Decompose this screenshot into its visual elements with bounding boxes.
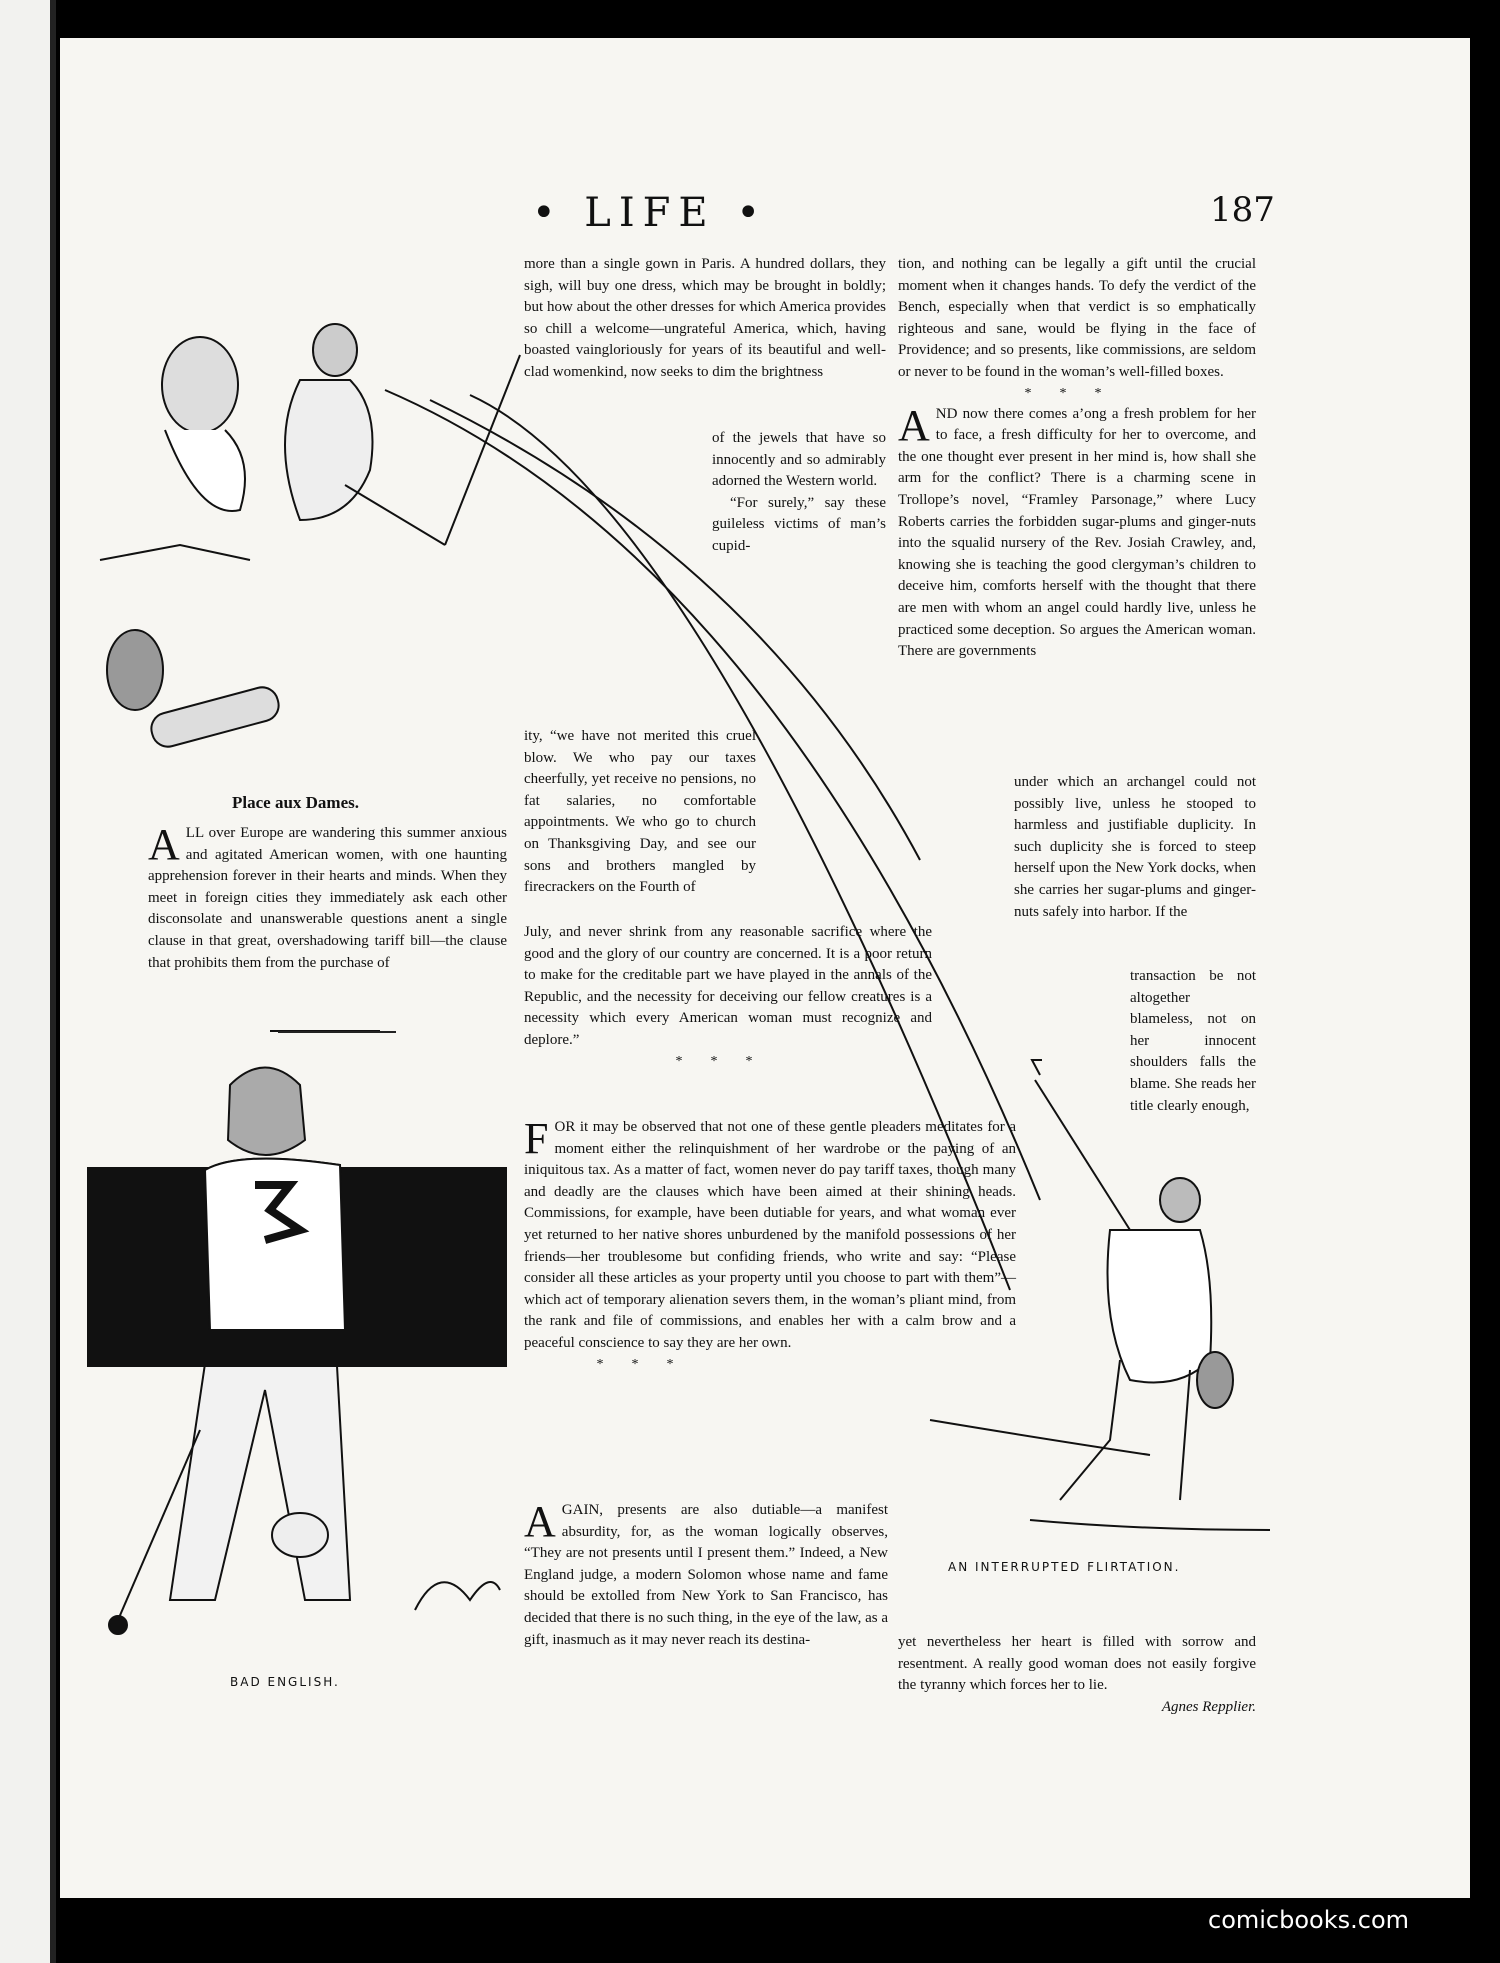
col3-narrow2-text: transaction be not altogether blameless, not on her innocent shoulders falls the blame. She reads her title clearly enough, xyxy=(1130,968,1256,1114)
column-2-top xyxy=(524,254,886,384)
section-for xyxy=(524,1114,1016,1375)
section-and-text: ND now there comes a’ong a fresh problem for her to face, a fresh difficulty for her to overcome, and the one thought ever present in her mind is, how shall she arm for the conflict? There is a charming scene in Trollope’s novel, “Framley Parsonage,” where Lucy Roberts carries the forbidden sugar-plums and ginger-nuts into the squalid nursery of the Rev. Josiah Crawley, and, knowing she is teaching the good clergyman’s children to deceive him, comforts herself with the thought that there are men with whom an angel could hardly live, unless he practiced some deception. So argues the American woman. There are governments xyxy=(898,405,1256,660)
col2-quote-text: “For surely,” say these guileless victims of man’s cupid- xyxy=(712,494,886,554)
section-again xyxy=(524,1497,888,1651)
caption-interrupted-flirtation: AN INTERRUPTED FLIRTATION. xyxy=(948,1560,1181,1574)
col3-narrow1-text: under which an archangel could not possibly live, unless he stooped to harmless and justifiable duplicity. In such duplicity she is forced to steep herself upon the New York docks, when she carries her sugar-plums and ginger-nuts safely into harbor. If the xyxy=(1014,774,1256,920)
column-3-top xyxy=(898,254,1256,663)
column-3-narrow-1 xyxy=(1014,772,1256,923)
page-number: 187 xyxy=(1210,190,1275,230)
col3-top-text: tion, and nothing can be legally a gift until the crucial moment when it changes hands. To defy the verdict of the Bench, especially when that verdict is so emphatically righteous and sane, would be flying in the face of Providence; and so presents, like commissions, are seldom or never to be found in the woman’s well-filled boxes. xyxy=(898,256,1256,380)
col3-end-text: yet nevertheless her heart is filled with sorrow and resentment. A really good woman does not easily forgive the tyranny which forces her to lie. xyxy=(898,1634,1256,1694)
masthead-title: • LIFE • xyxy=(532,190,768,236)
article-title: Place aux Dames. xyxy=(232,793,360,812)
column-2-narrow xyxy=(712,428,886,558)
watermark-site: comicbooks.com xyxy=(1208,1906,1410,1934)
col2-mid-wide-text: July, and never shrink from any reasonable sacrifice where the good and the glory of our country are concerned. It is a poor return to make for the creditable part we have played in the annals of the Republic, and the necessity for deceiving our fellow creatures is a necessity which every American woman must recognize and deplore.” xyxy=(524,924,932,1048)
col2-top-text: more than a single gown in Paris. A hundred dollars, they sigh, will buy one dress, which may be brought in boldly; but how about the other dresses for which America provides so chill a welcome—ungrateful America, which, having boasted vaingloriously for years of its beautiful and well-clad womenkind, now seeks to dim the brightness xyxy=(524,256,886,380)
section-stars-2: *** xyxy=(596,1356,702,1372)
signature-line xyxy=(898,1697,1256,1719)
section-for-text: OR it may be observed that not one of these gentle pleaders meditates for a moment either the relinquishment of her wardrobe or the paying of an iniquitous tax. As a matter of fact, women never do pay tariff taxes, though many and deadly are the clauses which have been aimed at their shining heads. Commissions, for example, have been dutiable for years, and what woman ever yet returned to her native shores unburdened by the manifold possessions of her friends—her troublesome but confiding friends, who write and say: “Please consider all these articles as your property until you choose to part with them”—which act of temporary alienation severs them, in the woman’s pliant mind, from the rank and file of commissions, and enables her with a calm brow and a peaceful conscience to say they are her own. xyxy=(524,1119,1016,1351)
column-1-rule xyxy=(278,1031,396,1033)
section-stars-1: *** xyxy=(675,1053,781,1069)
dropcap-a-2: A xyxy=(524,1497,556,1546)
section-again-text: GAIN, presents are also dutiable—a manifest absurdity, for, as the woman logically observes, “They are not presents until I present them.” Indeed, a New England judge, a modern Solomon whose name and fame should be extolled from New York to San Francisco, has decided that there is no such thing, in the eye of the law, as a gift, inasmuch as it may never reach its destina- xyxy=(524,1502,888,1648)
dropcap-a-3: A xyxy=(898,400,930,450)
dropcap-f: F xyxy=(524,1114,549,1163)
dropcap-a: A xyxy=(148,820,180,869)
column-2-mid-wide xyxy=(524,922,932,1072)
section-stars-3: *** xyxy=(1024,385,1130,401)
column-3-narrow-2 xyxy=(1130,966,1256,1117)
caption-bad-english: BAD ENGLISH. xyxy=(230,1675,340,1689)
column-1-body xyxy=(148,820,507,974)
col2-mid-narrow-text: ity, “we have not merited this cruel blow. We who pay our taxes cheerfully, yet receive no pensions, no fat salaries, no comfortable appointments. We who go to church on Thanksgiving Day, and see our sons and brothers mangled by firecrackers on the Fourth of xyxy=(524,728,756,896)
author-signature: Agnes Repplier. xyxy=(1161,1698,1256,1715)
col2-narrow-text: of the jewels that have so innocently and so admirably adorned the Western world. xyxy=(712,430,886,490)
col1-text: LL over Europe are wandering this summer anxious and agitated American women, with one haunting apprehension forever in their hearts and minds. When they meet in foreign cities they immediately ask each other disconsolate and unanswerable questions anent a single clause in that great, overshadowing tariff bill—the clause that prohibits them from the purchase of xyxy=(148,825,507,971)
column-3-end xyxy=(898,1632,1256,1718)
column-2-mid-narrow xyxy=(524,726,756,899)
